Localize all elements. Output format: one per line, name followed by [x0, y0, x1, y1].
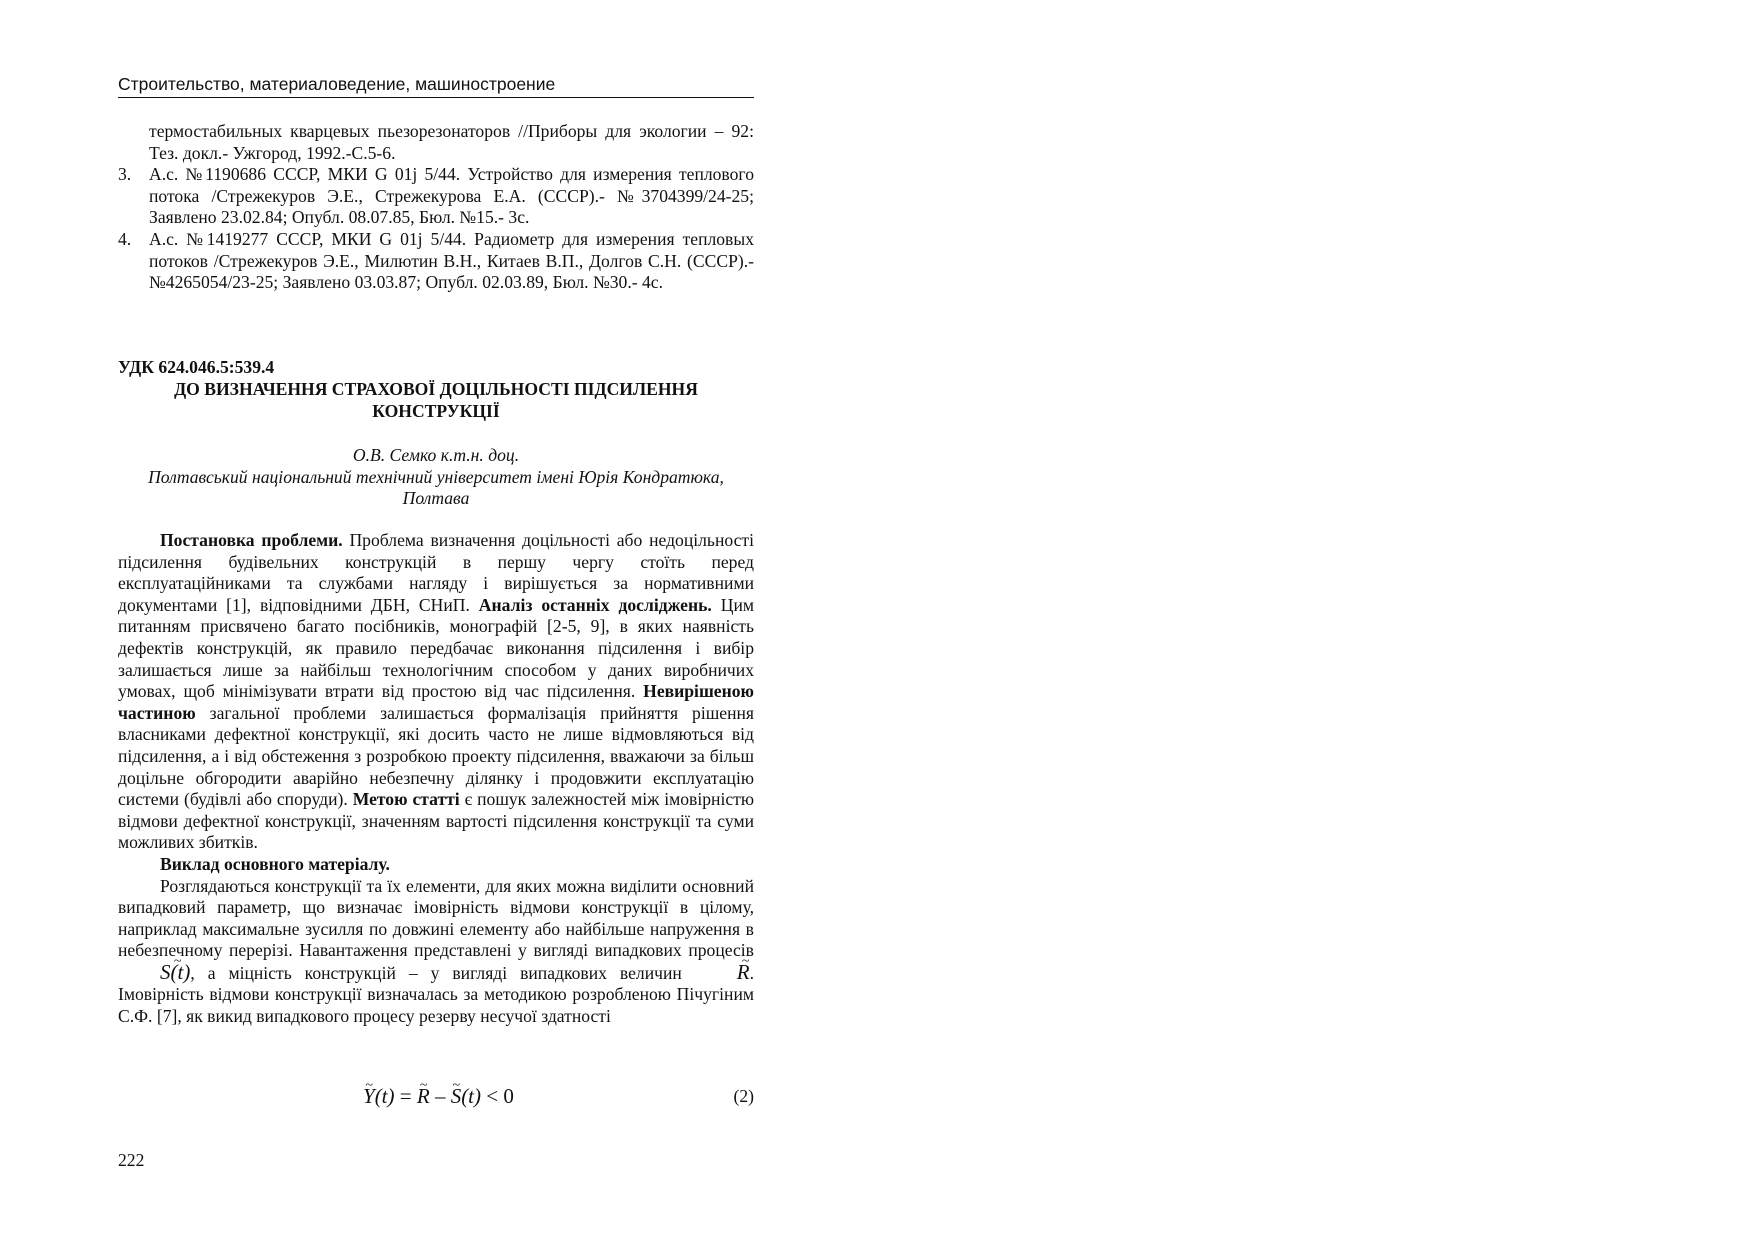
affiliation: Полтавський національний технічний університет імені Юрія Кондратюка, [148, 466, 724, 487]
section-heading: Виклад основного матеріалу. [160, 853, 390, 874]
equation-expression: ~ Y(t) = ~ R – ~ S(t) < 0 [363, 1086, 514, 1108]
reference-list [118, 121, 754, 294]
reference-item [118, 229, 754, 294]
running-head: Строительство, материаловедение, машиностроение [118, 74, 754, 98]
paragraph-problem: Постановка проблеми. Проблема визначення доцільності або недоцільності підсилення будівельних конструкцій в першу чергу стоїть перед експлуатаційниками та службами нагляду і вирішується за нормативними документами [1], відповідними ДБН, СНиП. Аналіз останніх досліджень. Цим питанням присвячено багато посібників, монографій [2-5, 9], в яких наявність дефектів конструкцій, як правило передбачає виконання підсилення і вибір залишається лише за найбільш технологічним способом у даних виробничих умовах, щоб мінімізувати втрати від простою від час підсилення. Невирішеною частиною загальної проблеми залишається формалізація прийняття рішення власниками дефектної конструкції, які досить часто не лише відмовляються від підсилення, а і від обстеження з розробкою проекту підсилення, вважаючи за більш доцільне обгородити аварійно небезпечну ділянку і продовжити експлуатацію системи (будівлі або споруди). Метою статті є пошук залежностей між імовірністю відмови дефектної конструкції, значенням вартості підсилення конструкції та суми можливих збитків. [118, 530, 755, 853]
reference-number: 4. [118, 228, 132, 249]
math-s-of-t: ~ S(t) [118, 962, 190, 984]
article-title: ДО ВИЗНАЧЕННЯ СТРАХОВОЇ ДОЦІЛЬНОСТІ ПІДСИЛЕННЯ КОНСТРУКЦІЇ [174, 379, 698, 421]
affiliation-city: Полтава [402, 488, 470, 509]
article-body [118, 530, 754, 1028]
reference-item [118, 164, 754, 229]
paragraph-material: Розглядаються конструкції та їх елементи, для яких можна виділити основний випадковий параметр, що визначає імовірність відмови конструкції в цілому, наприклад максимальне зусилля по довжині елементу або найбільше напруження в небезпечному перерізі. Навантаження представлені у вигляді випадкових процесів ~ S(t), а міцність конструкцій – у вигляді випадкових величин ~ R. Імовірність відмови конструкції визначалась за методикою розробленою Пічугіним С.Ф. [7], як викид випадкового процесу резерву несучої здатності [118, 876, 754, 1028]
author-block [118, 445, 754, 510]
reference-text: А.с. №1419277 СССР, МКИ G 01j 5/44. Радиометр для измерения тепловых потоков /Стрежекуров Э.Е., Милютин В.Н., Китаев В.П., Долгов С.Н. (СССР).- №4265054/23-25; Заявлено 03.03.87; Опубл. 02.03.89, Бюл. №30.- 4с. [149, 228, 754, 293]
reference-number: 3. [118, 164, 132, 185]
udk-code: УДК 624.046.5:539.4 [118, 357, 275, 377]
reference-text: А.с. №1190686 СССР, МКИ G 01j 5/44. Устройство для измерения теплового потока /Стрежекуров Э.Е., Стрежекурова Е.А. (СССР).- №3704399/24-25; Заявлено 23.02.84; Опубл. 08.07.85, Бюл. №15.- 3с. [149, 164, 754, 228]
page-number: 222 [118, 1150, 145, 1170]
math-r: ~ R [695, 962, 750, 984]
equation-number: (2) [733, 1086, 754, 1106]
reference-continuation: термостабильных кварцевых пьезорезонаторов //Приборы для экологии – 92: Тез. докл.- Ужгород, 1992.-С.5-6. [149, 121, 754, 163]
author-name: О.В. Семко к.т.н. доц. [352, 445, 520, 465]
